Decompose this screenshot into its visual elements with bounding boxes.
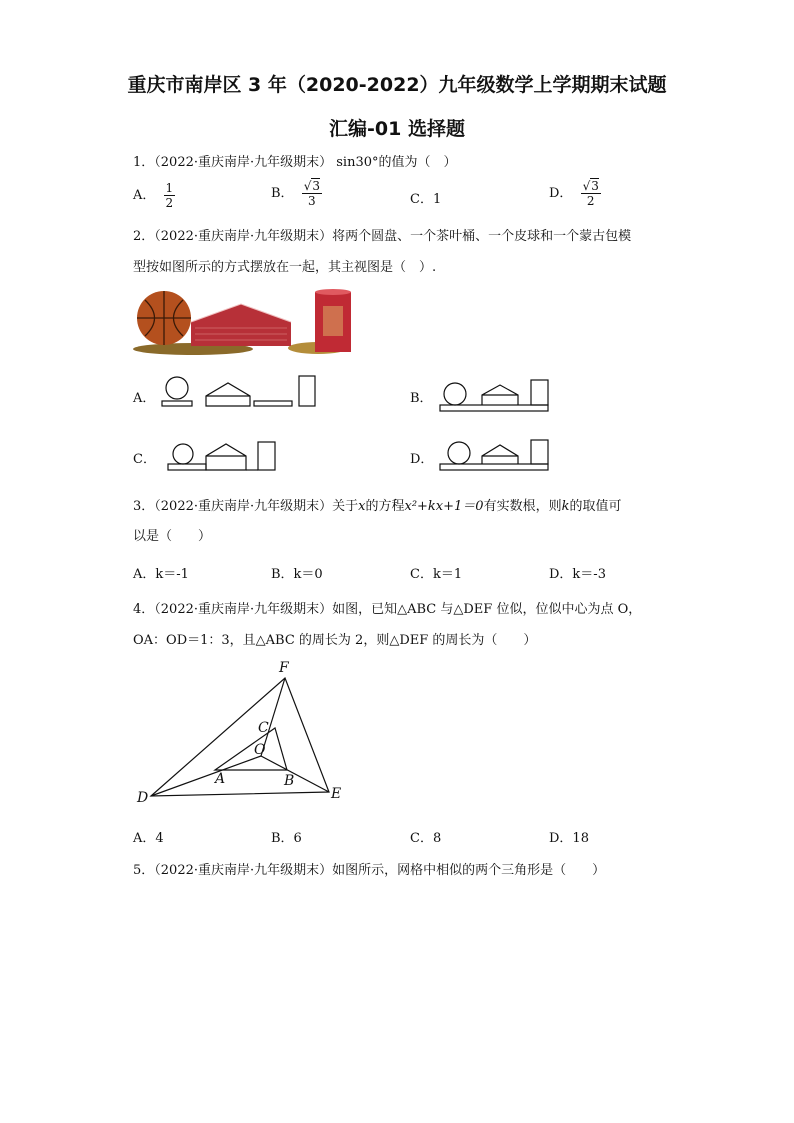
q2-option-a-label: A． — [133, 391, 156, 406]
q3-option-b: B．k＝0 — [271, 567, 323, 582]
q4-option-c: C．8 — [410, 831, 442, 846]
q3-k: k — [561, 499, 570, 514]
q3-option-a: A．k＝-1 — [133, 567, 189, 582]
q2-line1: 2．（2022·重庆南岸·九年级期末）将两个圆盘、一个茶叶桶、一个皮球和一个蒙古包模 — [133, 229, 632, 244]
q2-line2: 型按如图所示的方式摆放在一起，其主视图是（ ）. — [133, 260, 437, 275]
q1-b-sqrt-sign: √ — [303, 179, 312, 193]
q1-d-num: 3 — [591, 179, 599, 193]
q2-option-d-label: D． — [410, 452, 434, 467]
q3-end: 的取值可 — [569, 499, 622, 514]
q2-option-b-label: B． — [410, 391, 433, 406]
q4-option-b: B．6 — [271, 831, 302, 846]
label-a: A — [215, 771, 226, 787]
q3-line1 — [133, 495, 622, 514]
label-o: O — [254, 742, 266, 758]
q1-option-c: C．1 — [410, 192, 442, 207]
q3-option-d: D．k＝-3 — [549, 567, 606, 582]
q3-line2: 以是（ ） — [133, 529, 212, 544]
q3-x: x — [358, 499, 366, 514]
q3-mid: 的方程 — [365, 499, 405, 514]
label-c: C — [258, 720, 269, 736]
q1-option-b — [271, 179, 322, 208]
q1-a-den: 2 — [165, 196, 174, 210]
q3-equation: x²+kx+1＝0 — [404, 499, 484, 514]
q4-line2: OA：OD＝1：3，且△ABC 的周长为 2，则△DEF 的周长为（ ） — [133, 633, 537, 648]
q1-b-label: B． — [271, 186, 294, 201]
q1-b-den: 3 — [308, 194, 316, 208]
q1-option-a — [133, 181, 175, 210]
label-f: F — [279, 660, 289, 676]
q4-option-a: A．4 — [133, 831, 164, 846]
q1-a-label: A． — [133, 188, 156, 203]
label-d: D — [137, 790, 149, 806]
q1-b-fraction — [302, 179, 322, 208]
q2-option-b-figure — [438, 374, 553, 414]
q4-option-d: D．18 — [549, 831, 589, 846]
q5-text: 5．（2022·重庆南岸·九年级期末）如图所示，网格中相似的两个三角形是（ ） — [133, 863, 606, 878]
label-b: B — [284, 773, 295, 789]
q1-option-d — [549, 179, 601, 208]
q2-photo — [133, 288, 355, 358]
q1-a-fraction — [164, 181, 176, 210]
q3-pre: 3．（2022·重庆南岸·九年级期末）关于 — [133, 499, 359, 514]
q2-option-a-figure — [160, 374, 320, 410]
q1-a-num: 1 — [165, 181, 174, 195]
q1-b-num: 3 — [312, 179, 320, 193]
doc-title-line1: 重庆市南岸区 3 年（2020-2022）九年级数学上学期期末试题 — [127, 74, 667, 96]
q1-d-sqrt-sign: √ — [582, 179, 591, 193]
q1-d-label: D． — [549, 186, 573, 201]
q3-post: 有实数根，则 — [483, 499, 562, 514]
q2-option-c-figure — [166, 436, 281, 474]
q2-option-d-figure — [438, 436, 553, 474]
q4-figure — [133, 656, 353, 808]
label-e: E — [331, 786, 342, 802]
q1-text: 1．（2022·重庆南岸·九年级期末） sin30°的值为（ ） — [133, 155, 457, 170]
q1-d-fraction — [581, 179, 601, 208]
q1-d-den: 2 — [586, 194, 595, 208]
q4-line1: 4．（2022·重庆南岸·九年级期末）如图，已知△ABC 与△DEF 位似，位似中心为点 O， — [133, 602, 642, 617]
doc-title-line2: 汇编-01 选择题 — [329, 118, 465, 140]
q3-option-c: C．k＝1 — [410, 567, 463, 582]
q2-option-c-label: C． — [133, 452, 156, 467]
